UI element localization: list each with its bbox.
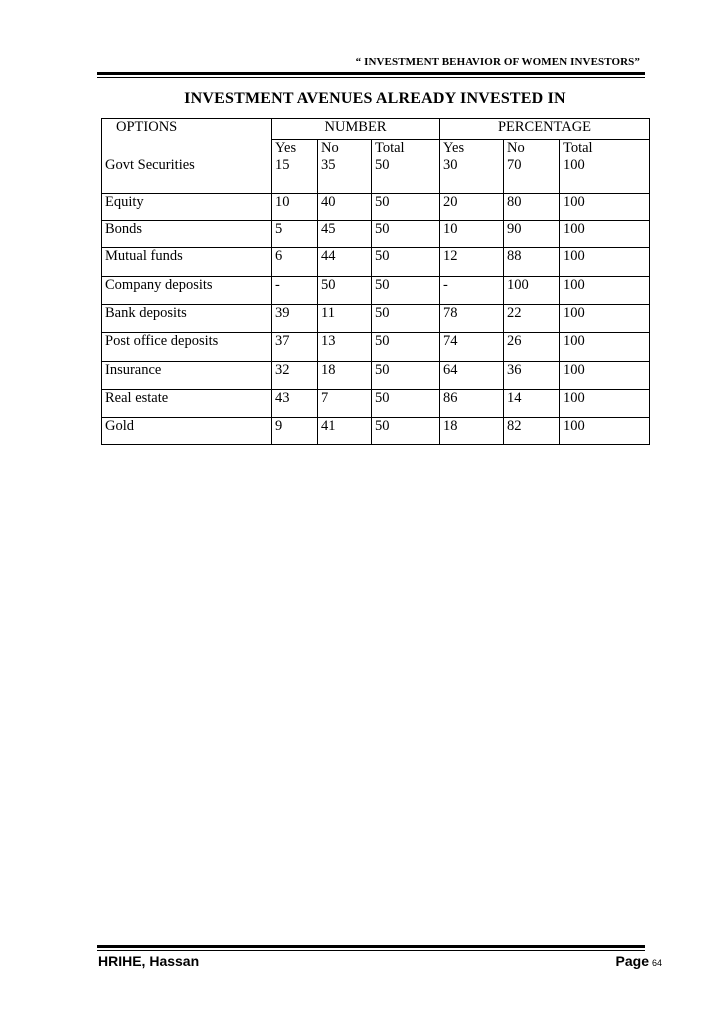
cell-value: 100 xyxy=(560,418,650,445)
page-label: Page xyxy=(615,953,649,969)
cell-value: 10 xyxy=(272,194,318,221)
table-sub-header-row xyxy=(102,140,650,158)
cell-value: 7 xyxy=(318,390,372,418)
row-label: Bonds xyxy=(102,221,272,248)
row-label: Gold xyxy=(102,418,272,445)
cell-value: 50 xyxy=(372,277,440,305)
table-row xyxy=(102,277,650,305)
table-title: INVESTMENT AVENUES ALREADY INVESTED IN xyxy=(184,90,566,107)
table-row xyxy=(102,333,650,362)
cell-value: 50 xyxy=(372,221,440,248)
row-label: Govt Securities xyxy=(102,157,272,194)
cell-value: 100 xyxy=(560,221,650,248)
cell-value: 100 xyxy=(560,248,650,277)
cell-value: 41 xyxy=(318,418,372,445)
cell-value: 100 xyxy=(504,277,560,305)
cell-value: 44 xyxy=(318,248,372,277)
cell-value: 40 xyxy=(318,194,372,221)
number-header: NUMBER xyxy=(272,119,440,140)
table-group-header-row xyxy=(102,119,650,140)
sub-header-cell: No xyxy=(504,140,560,158)
row-label: Post office deposits xyxy=(102,333,272,362)
cell-value: 50 xyxy=(372,194,440,221)
cell-value: 5 xyxy=(272,221,318,248)
cell-value: 50 xyxy=(372,418,440,445)
sub-header-cell: Total xyxy=(560,140,650,158)
row-label: Bank deposits xyxy=(102,305,272,333)
header-rule xyxy=(97,72,645,75)
cell-value: 100 xyxy=(560,157,650,194)
cell-value: 9 xyxy=(272,418,318,445)
cell-value: 100 xyxy=(560,362,650,390)
cell-value: 100 xyxy=(560,194,650,221)
cell-value: 64 xyxy=(440,362,504,390)
cell-value: 50 xyxy=(372,305,440,333)
footer-rule-thin xyxy=(97,950,645,951)
cell-value: 37 xyxy=(272,333,318,362)
cell-value: 100 xyxy=(560,305,650,333)
options-header-spacer xyxy=(102,140,272,158)
cell-value: 18 xyxy=(318,362,372,390)
cell-value: 35 xyxy=(318,157,372,194)
table-row xyxy=(102,305,650,333)
cell-value: 26 xyxy=(504,333,560,362)
cell-value: 86 xyxy=(440,390,504,418)
cell-value: 10 xyxy=(440,221,504,248)
cell-value: 6 xyxy=(272,248,318,277)
cell-value: 74 xyxy=(440,333,504,362)
cell-value: 22 xyxy=(504,305,560,333)
cell-value: 90 xyxy=(504,221,560,248)
cell-value: 100 xyxy=(560,333,650,362)
cell-value: 82 xyxy=(504,418,560,445)
cell-value: 20 xyxy=(440,194,504,221)
cell-value: 43 xyxy=(272,390,318,418)
table-row xyxy=(102,418,650,445)
footer-author: HRIHE, Hassan xyxy=(98,953,200,969)
table-row xyxy=(102,221,650,248)
table-row xyxy=(102,248,650,277)
cell-value: 50 xyxy=(372,390,440,418)
cell-value: 50 xyxy=(372,333,440,362)
cell-value: 78 xyxy=(440,305,504,333)
cell-value: 80 xyxy=(504,194,560,221)
row-label: Insurance xyxy=(102,362,272,390)
sub-header-cell: Yes xyxy=(272,140,318,158)
row-label: Company deposits xyxy=(102,277,272,305)
cell-value: 50 xyxy=(372,157,440,194)
cell-value: 14 xyxy=(504,390,560,418)
table-row xyxy=(102,362,650,390)
cell-value: 36 xyxy=(504,362,560,390)
cell-value: 88 xyxy=(504,248,560,277)
cell-value: 100 xyxy=(560,277,650,305)
cell-value: 30 xyxy=(440,157,504,194)
cell-value: 18 xyxy=(440,418,504,445)
cell-value: 50 xyxy=(318,277,372,305)
cell-value: 15 xyxy=(272,157,318,194)
cell-value: - xyxy=(272,277,318,305)
footer-rule xyxy=(97,945,645,948)
cell-value: 45 xyxy=(318,221,372,248)
sub-header-cell: No xyxy=(318,140,372,158)
cell-value: 50 xyxy=(372,248,440,277)
cell-value: 50 xyxy=(372,362,440,390)
header-rule-thin xyxy=(97,77,645,78)
cell-value: 100 xyxy=(560,390,650,418)
row-label: Real estate xyxy=(102,390,272,418)
investment-table xyxy=(101,118,650,445)
footer-page xyxy=(616,953,662,971)
options-header: OPTIONS xyxy=(102,119,272,140)
sub-header-cell: Total xyxy=(372,140,440,158)
cell-value: 32 xyxy=(272,362,318,390)
cell-value: 12 xyxy=(440,248,504,277)
page-number: 64 xyxy=(651,958,662,968)
percentage-header: PERCENTAGE xyxy=(440,119,650,140)
table-row xyxy=(102,194,650,221)
cell-value: 13 xyxy=(318,333,372,362)
cell-value: 11 xyxy=(318,305,372,333)
table-row xyxy=(102,390,650,418)
row-label: Mutual funds xyxy=(102,248,272,277)
cell-value: - xyxy=(440,277,504,305)
row-label: Equity xyxy=(102,194,272,221)
table-row xyxy=(102,157,650,194)
running-header: “ INVESTMENT BEHAVIOR OF WOMEN INVESTORS” xyxy=(355,56,640,68)
sub-header-cell: Yes xyxy=(440,140,504,158)
cell-value: 70 xyxy=(504,157,560,194)
cell-value: 39 xyxy=(272,305,318,333)
